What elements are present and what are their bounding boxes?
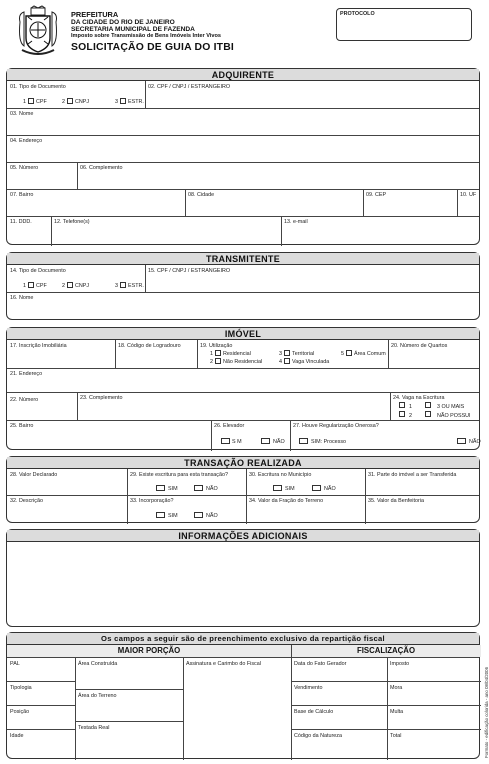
label-area-construida: Área Construída <box>78 661 118 667</box>
field-label-33: 33. Incorporação? <box>130 498 174 504</box>
checkbox-nao-residencial[interactable] <box>215 358 221 364</box>
field-label-29: 29. Existe escritura para esta transação? <box>130 472 228 478</box>
label-total: Total <box>390 733 402 739</box>
checkbox-vaga-vinculada[interactable] <box>284 358 290 364</box>
section-title: ADQUIRENTE <box>7 69 479 81</box>
checkbox-cpf[interactable] <box>28 98 34 104</box>
field-label-01: 01. Tipo de Documento <box>10 84 66 90</box>
checkbox-incorporacao-nao[interactable] <box>194 512 203 518</box>
maior-porcao-heading: MAIOR PORÇÃO <box>117 646 181 655</box>
fiscal-banner: Os campos a seguir são de preenchimento exclusivo da repartição fiscal <box>7 633 479 645</box>
field-label-25: 25. Bairro <box>10 423 34 429</box>
field-label-05: 05. Número <box>10 165 39 171</box>
field-label-03: 03. Nome <box>10 111 34 117</box>
field-label-12: 12. Telefone(s) <box>54 219 90 225</box>
option-cpf: CPF <box>36 99 47 105</box>
field-label-10: 10. UF <box>460 192 477 198</box>
checkbox-regularizacao-sim[interactable] <box>299 438 308 444</box>
option-num: 1 <box>409 404 412 410</box>
field-label-17: 17. Inscrição Imobiliária <box>10 343 67 349</box>
option-area-comum: Área Comum <box>354 351 386 357</box>
label-posicao: Posição <box>10 709 30 715</box>
field-label-30: 30. Escritura no Município <box>249 472 312 478</box>
field-label-20: 20. Número de Quartos <box>391 343 448 349</box>
option-sim: SIM <box>168 486 178 492</box>
checkbox-elevador-nao[interactable] <box>261 438 270 444</box>
field-label-08: 08. Cidade <box>188 192 215 198</box>
option-3-ou-mais: 3 OU MAIS <box>437 404 465 410</box>
checkbox-area-comum[interactable] <box>346 350 352 356</box>
field-label-28: 28. Valor Declarado <box>10 472 58 478</box>
checkbox-cnpj[interactable] <box>67 98 73 104</box>
option-sim-processo: SIM: Processo <box>311 439 347 445</box>
label-multa: Multa <box>390 709 404 715</box>
option-num: 2 <box>62 283 65 289</box>
option-sim: SIM <box>168 513 178 519</box>
page-title: SOLICITAÇÃO DE GUIA DO ITBI <box>71 42 234 53</box>
field-label-19: 19. Utilização <box>200 343 233 349</box>
option-estr: ESTR. <box>128 283 144 289</box>
field-label-21: 21. Endereço <box>10 371 43 377</box>
section-transacao <box>6 456 480 523</box>
label-data-fato-gerador: Data do Fato Gerador <box>294 661 347 667</box>
option-cnpj: CNPJ <box>75 99 90 105</box>
option-nao: NÃO <box>206 486 218 492</box>
option-num: 3 <box>279 351 282 357</box>
checkbox-vaga-2[interactable] <box>399 411 405 417</box>
city-coat-of-arms-logo <box>14 6 62 60</box>
field-label-24: 24. Vaga na Escritura <box>393 395 445 401</box>
label-tipologia: Tipologia <box>10 685 32 691</box>
section-title: TRANSMITENTE <box>7 253 479 265</box>
checkbox-cnpj[interactable] <box>67 282 73 288</box>
option-num: 2 <box>210 359 213 365</box>
section-title: INFORMAÇÕES ADICIONAIS <box>7 530 479 542</box>
label-area-terreno: Área do Terreno <box>78 693 117 699</box>
option-nao: NÃO <box>324 486 336 492</box>
label-codigo-natureza: Código da Natureza <box>294 733 342 739</box>
field-label-14: 14. Tipo de Documento <box>10 268 66 274</box>
option-sim: S M <box>232 439 242 445</box>
checkbox-vaga-1[interactable] <box>399 402 405 408</box>
label-testada-real: Testada Real <box>78 725 110 731</box>
fiscalizacao-heading: FISCALIZAÇÃO <box>356 646 416 655</box>
field-label-27: 27. Houve Regularização Onerosa? <box>293 423 379 429</box>
option-num: 1 <box>210 351 213 357</box>
checkbox-elevador-sim[interactable] <box>221 438 230 444</box>
option-num: 1 <box>23 283 26 289</box>
option-num: 5 <box>341 351 344 357</box>
field-label-13: 13. e-mail <box>284 219 308 225</box>
section-transmitente <box>6 252 480 320</box>
label-idade: Idade <box>10 733 24 739</box>
field-label-15: 15. CPF / CNPJ / ESTRANGEIRO <box>148 268 231 274</box>
field-label-04: 04. Endereço <box>10 138 43 144</box>
option-nao-possui: NÃO POSSUI <box>437 413 471 419</box>
protocolo-box[interactable] <box>336 8 472 41</box>
field-label-18: 18. Código de Logradouro <box>118 343 181 349</box>
checkbox-territorial[interactable] <box>284 350 290 356</box>
section-title: IMÓVEL <box>7 328 479 340</box>
field-label-07: 07. Bairro <box>10 192 34 198</box>
checkbox-nao-possui[interactable] <box>425 411 431 417</box>
header-line-4: Imposto sobre Transmissão de Bens Imóveis Inter Vivos <box>71 33 222 39</box>
section-imovel <box>6 327 480 450</box>
field-label-32: 32. Descrição <box>10 498 43 504</box>
header-line-2: DA CIDADE DO RIO DE JANEIRO <box>71 19 175 26</box>
label-assinatura: Assinatura e Carimbo do Fiscal <box>186 661 261 667</box>
option-estr: ESTR. <box>128 99 144 105</box>
option-cnpj: CNPJ <box>75 283 90 289</box>
header-line-3: SECRETARIA MUNICIPAL DE FAZENDA <box>71 26 195 33</box>
checkbox-residencial[interactable] <box>215 350 221 356</box>
checkbox-municipio-nao[interactable] <box>312 485 321 491</box>
protocolo-label: PROTOCOLO <box>340 11 375 17</box>
field-label-34: 34. Valor da Fração do Terreno <box>249 498 324 504</box>
section-title: TRANSAÇÃO REALIZADA <box>7 457 479 469</box>
field-label-06: 06. Complemento <box>80 165 123 171</box>
field-label-26: 26. Elevador <box>214 423 245 429</box>
field-label-22: 22. Número <box>10 397 39 403</box>
field-label-35: 35. Valor da Benfeitoria <box>368 498 424 504</box>
option-sim: SIM <box>285 486 295 492</box>
side-print-code: Formato - edificação colorida - ano 08/04/2006 <box>484 666 489 758</box>
field-label-02: 02. CPF / CNPJ / ESTRANGEIRO <box>148 84 231 90</box>
checkbox-escritura-sim[interactable] <box>156 485 165 491</box>
option-num: 4 <box>279 359 282 365</box>
option-nao: NÃO <box>469 439 481 445</box>
field-label-16: 16. Nome <box>10 295 34 301</box>
header-line-1: PREFEITURA <box>71 10 119 19</box>
option-num: 1 <box>23 99 26 105</box>
label-imposto: Imposto <box>390 661 410 667</box>
checkbox-regularizacao-nao[interactable] <box>457 438 466 444</box>
checkbox-vaga-3-ou-mais[interactable] <box>425 402 431 408</box>
option-num: 2 <box>409 413 412 419</box>
checkbox-municipio-sim[interactable] <box>273 485 282 491</box>
field-label-09: 09. CEP <box>366 192 387 198</box>
section-fiscal <box>6 632 480 759</box>
option-cpf: CPF <box>36 283 47 289</box>
option-nao: NÃO <box>273 439 285 445</box>
header <box>14 6 480 64</box>
label-mora: Mora <box>390 685 403 691</box>
field-label-11: 11. DDD. <box>10 219 32 225</box>
label-pal: PAL <box>10 661 20 667</box>
label-base-calculo: Base de Cálculo <box>294 709 334 715</box>
checkbox-estrangeiro[interactable] <box>120 282 126 288</box>
field-label-23: 23. Complemento <box>80 395 123 401</box>
label-vendimento: Vendimento <box>294 685 323 691</box>
section-adquirente <box>6 68 480 245</box>
checkbox-incorporacao-sim[interactable] <box>156 512 165 518</box>
checkbox-cpf[interactable] <box>28 282 34 288</box>
option-num: 2 <box>62 99 65 105</box>
option-nao: NÃO <box>206 513 218 519</box>
informacoes-textarea[interactable] <box>9 544 477 624</box>
checkbox-escritura-nao[interactable] <box>194 485 203 491</box>
field-label-31: 31. Parte do imóvel a ser Transferida <box>368 472 457 478</box>
checkbox-estrangeiro[interactable] <box>120 98 126 104</box>
option-vaga-vinculada: Vaga Vinculada <box>292 359 330 365</box>
option-territorial: Territorial <box>292 351 315 357</box>
section-informacoes <box>6 529 480 627</box>
option-num: 3 <box>115 99 118 105</box>
option-nao-residencial: Não Residencial <box>223 359 263 365</box>
option-residencial: Residencial <box>223 351 251 357</box>
option-num: 3 <box>115 283 118 289</box>
